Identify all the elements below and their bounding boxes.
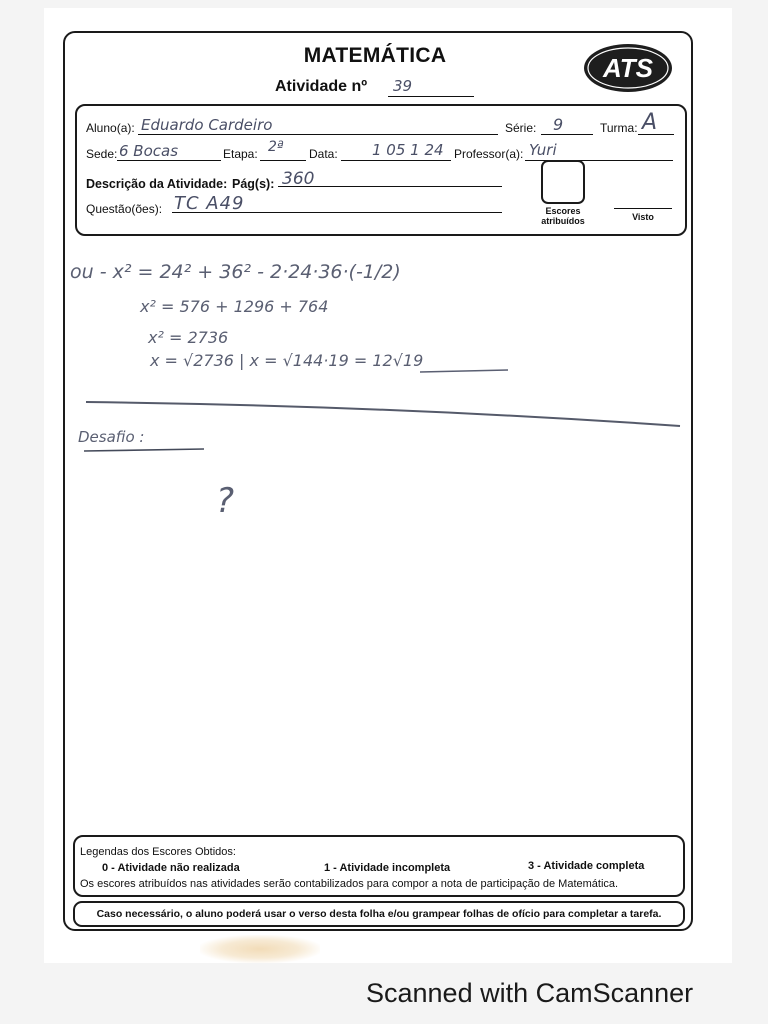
ats-logo-text: ATS (602, 53, 654, 83)
legend-item-3: 3 - Atividade completa (528, 860, 645, 872)
data-label: Data: (309, 147, 338, 161)
data-value: 1 05 1 24 (372, 141, 444, 159)
turma-label: Turma: (600, 121, 638, 135)
footer-note: Caso necessário, o aluno poderá usar o verso desta folha e/ou grampear folhas de ofício para completar a tarefa. (73, 901, 685, 927)
serie-label: Série: (505, 121, 537, 135)
sede-line (117, 160, 221, 161)
activity-number-line (388, 96, 474, 97)
aluno-value: Eduardo Cardeiro (141, 116, 273, 134)
page-title: MATEMÁTICA (303, 44, 447, 67)
legend-item-0: 0 - Atividade não realizada (102, 862, 240, 874)
descricao-label: Descrição da Atividade: (86, 177, 228, 191)
pags-value: 360 (282, 169, 315, 189)
visto-line (614, 208, 672, 209)
sede-value: 6 Bocas (119, 142, 179, 160)
questoes-value: TC A49 (174, 193, 245, 214)
aluno-label: Aluno(a): (86, 121, 135, 135)
etapa-line (260, 160, 306, 161)
escores-box (541, 160, 585, 204)
pags-label: Pág(s): (232, 177, 275, 191)
paper-stain (200, 935, 320, 963)
work-line-2: x² = 576 + 1296 + 764 (140, 297, 329, 316)
sede-label: Sede: (86, 147, 118, 161)
legend-item-1: 1 - Atividade incompleta (324, 862, 451, 874)
work-line-1: ou - x² = 24² + 36² - 2·24·36·(-1/2) (70, 261, 401, 283)
serie-line (541, 134, 593, 135)
legend-note: Os escores atribuídos nas atividades serão contabilizados para compor a nota de participação de Matemática. (80, 878, 619, 890)
camscanner-watermark: Scanned with CamScanner (366, 978, 694, 1008)
ats-logo (583, 42, 673, 94)
professor-value: Yuri (529, 141, 557, 159)
desafio-label: Desafio : (78, 428, 145, 446)
escores-label: Escores atribuídos (541, 206, 585, 226)
question-mark: ? (216, 481, 235, 521)
data-line (341, 160, 451, 161)
etapa-label: Etapa: (223, 147, 258, 161)
work-line-3: x² = 2736 (148, 328, 229, 347)
etapa-value: 2ª (268, 139, 284, 155)
aluno-line (138, 134, 498, 135)
visto-label: Visto (632, 212, 654, 222)
work-line-4: x = √2736 | x = √144·19 = 12√19 (150, 351, 424, 370)
turma-value: A (642, 110, 658, 135)
professor-label: Professor(a): (454, 147, 524, 161)
activity-number-value: 39 (393, 77, 413, 95)
activity-number-label: Atividade nº (275, 78, 368, 95)
serie-value: 9 (553, 115, 564, 134)
questoes-label: Questão(ões): (86, 202, 163, 216)
legend-title: Legendas dos Escores Obtidos: (80, 846, 236, 858)
